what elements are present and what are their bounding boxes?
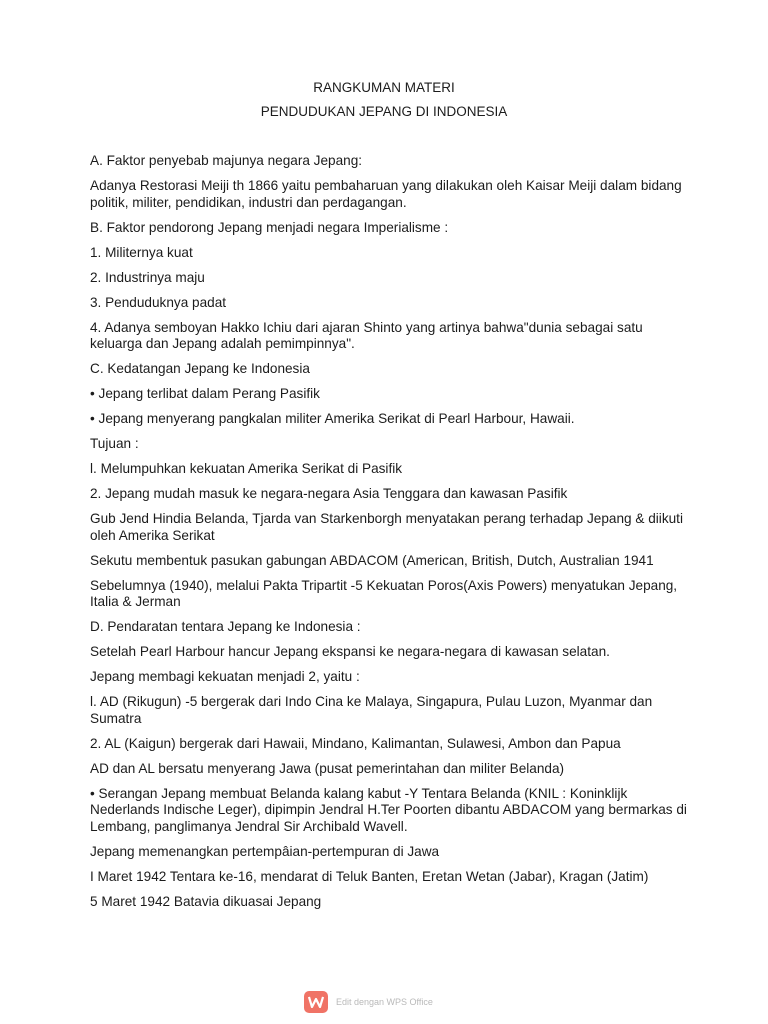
paragraph: Setelah Pearl Harbour hancur Jepang ekspansi ke negara-negara di kawasan selatan. bbox=[90, 644, 610, 659]
document-subtitle: PENDUDUKAN JEPANG DI INDONESIA bbox=[260, 104, 508, 119]
paragraph: D. Pendaratan tentara Jepang ke Indonesia : bbox=[90, 619, 361, 634]
paragraph: 4. Adanya semboyan Hakko Ichiu dari ajaran Shinto yang artinya bahwa"dunia sebagai satu keluarga dan Jepang adalah pemimpinnya". bbox=[90, 319, 643, 351]
paragraph: 2. AL (Kaigun) bergerak dari Hawaii, Mindano, Kalimantan, Sulawesi, Ambon dan Papua bbox=[90, 735, 621, 751]
paragraph: 3. Penduduknya padat bbox=[90, 294, 227, 310]
paragraph: Sekutu membentuk pasukan gabungan ABDACOM (American, British, Dutch, Australian 1941 bbox=[90, 552, 654, 568]
wps-footer[interactable] bbox=[304, 991, 433, 1013]
paragraph: Sebelumnya (1940), melalui Pakta Tripartit -5 Kekuatan Poros(Axis Powers) menyatukan Jepang, Italia & Jerman bbox=[90, 577, 678, 609]
paragraph: Tujuan : bbox=[90, 436, 139, 451]
paragraph: AD dan AL bersatu menyerang Jawa (pusat pemerintahan dan militer Belanda) bbox=[90, 760, 565, 776]
paragraph: Jepang membagi kekuatan menjadi 2, yaitu : bbox=[90, 669, 360, 684]
paragraph: l. AD (Rikugun) -5 bergerak dari Indo Cina ke Malaya, Singapura, Pulau Luzon, Myanmar dan Sumatra bbox=[90, 694, 653, 726]
paragraph: • Jepang menyerang pangkalan militer Amerika Serikat di Pearl Harbour, Hawaii. bbox=[90, 411, 575, 426]
paragraph: C. Kedatangan Jepang ke Indonesia bbox=[90, 361, 310, 376]
paragraph: 2. Jepang mudah masuk ke negara-negara Asia Tenggara dan kawasan Pasifik bbox=[90, 486, 568, 501]
paragraph: A. Faktor penyebab majunya negara Jepang: bbox=[90, 153, 363, 168]
document-title: RANGKUMAN MATERI bbox=[313, 80, 455, 95]
paragraph: l. Melumpuhkan kekuatan Amerika Serikat di Pasifik bbox=[90, 461, 403, 476]
paragraph: 2. Industrinya maju bbox=[90, 269, 205, 285]
wps-footer-text: Edit dengan WPS Office bbox=[336, 997, 433, 1007]
paragraph: Jepang memenangkan pertempâian-pertempuran di Jawa bbox=[90, 843, 440, 859]
paragraph: Adanya Restorasi Meiji th 1866 yaitu pembaharuan yang dilakukan oleh Kaisar Meiji dalam bidang politik, militer, pendidikan, industri dan perdagangan. bbox=[90, 178, 682, 210]
paragraph: • Jepang terlibat dalam Perang Pasifik bbox=[90, 386, 320, 401]
paragraph: 1. Militernya kuat bbox=[90, 244, 193, 260]
document-body bbox=[90, 153, 690, 919]
wps-logo-icon bbox=[304, 991, 328, 1013]
paragraph: 5 Maret 1942 Batavia dikuasai Jepang bbox=[90, 893, 322, 909]
paragraph: I Maret 1942 Tentara ke-16, mendarat di Teluk Banten, Eretan Wetan (Jabar), Kragan (Jatim) bbox=[90, 868, 649, 884]
paragraph: • Serangan Jepang membuat Belanda kalang kabut -Y Tentara Belanda (KNIL : Koninklijk Nederlands Indische Leger), dipimpin Jendral H.Ter Poorten dibantu ABDACOM yang bermarkas di Lembang, panglimanya Jendral Sir Archibald Wavell. bbox=[90, 785, 687, 834]
paragraph: Gub Jend Hindia Belanda, Tjarda van Starkenborgh menyatakan perang terhadap Jepang & diikuti oleh Amerika Serikat bbox=[90, 511, 683, 543]
paragraph: B. Faktor pendorong Jepang menjadi negara Imperialisme : bbox=[90, 219, 449, 235]
